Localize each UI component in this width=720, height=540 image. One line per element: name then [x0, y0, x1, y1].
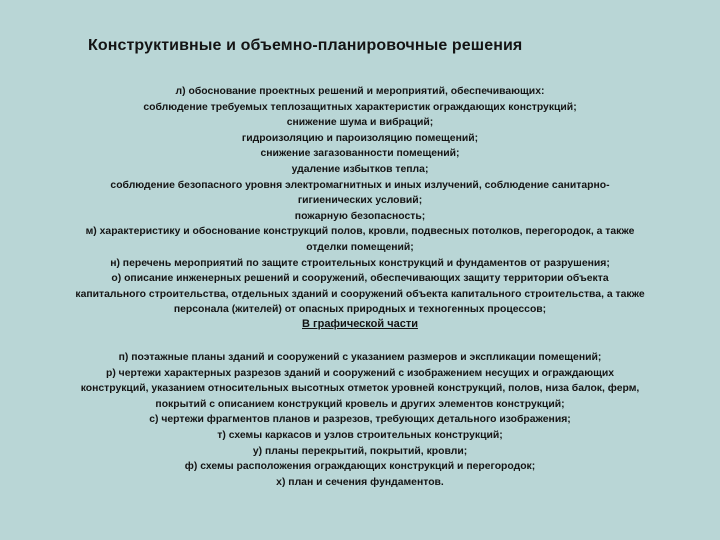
list-item: м) характеристику и обоснование конструкций полов, кровли, подвесных потолков, перегородок, а также [85, 226, 635, 238]
list-item: л) обоснование проектных решений и мероприятий, обеспечивающих: [175, 86, 545, 97]
list-item: снижение загазованности помещений; [260, 148, 460, 160]
list-item: удаление избытков тепла; [291, 163, 429, 175]
list-item: конструкций, указанием относительных высотных отметок уровней конструкций, полов, низа балок, ферм, [80, 383, 640, 395]
slide-title: Конструктивные и объемно-планировочные решения [88, 37, 523, 54]
list-item: персонала (жителей) от опасных природных и техногенных процессов; [173, 304, 547, 316]
list-item: п) поэтажные планы зданий и сооружений с указанием размеров и экспликации помещений; [118, 352, 602, 363]
graphic-part-heading [0, 318, 720, 330]
list-item: у) планы перекрытий, покрытий, кровли; [252, 445, 468, 457]
graphic-part-heading-text: В графической части [302, 318, 418, 330]
list-item: покрытий с описанием конструкций кровель и других элементов конструкций; [155, 398, 565, 410]
list-item: н) перечень мероприятий по защите строительных конструкций и фундаментов от разрушения; [110, 257, 610, 269]
list-item: соблюдение безопасного уровня электромагнитных и иных излучений, соблюдение санитарно- [110, 179, 610, 191]
list-item: отделки помещений; [306, 241, 414, 253]
list-item: снижение шума и вибраций; [286, 117, 434, 129]
list-item: ф) схемы расположения ограждающих конструкций и перегородок; [184, 461, 536, 473]
list-item: о) описание инженерных решений и сооружений, обеспечивающих защиту территории объекта [111, 273, 609, 285]
list-item: капитального строительства, отдельных зданий и сооружений объекта капитального строительства, а также [75, 288, 645, 300]
list-item: р) чертежи характерных разрезов зданий и сооружений с изображением несущих и ограждающих [105, 367, 614, 379]
list-item: х) план и сечения фундаментов. [276, 476, 444, 488]
list-item: гигиенических условий; [297, 195, 423, 207]
list-item: т) схемы каркасов и узлов строительных конструкций; [217, 429, 503, 441]
list-item: с) чертежи фрагментов планов и разрезов, требующих детального изображения; [149, 414, 571, 426]
requirements-list [0, 84, 720, 318]
list-item: гидроизоляцию и пароизоляцию помещений; [241, 132, 479, 144]
list-item: пожарную безопасность; [294, 210, 426, 222]
list-item: соблюдение требуемых теплозащитных характеристик ограждающих конструкций; [143, 101, 577, 113]
graphic-part-list [0, 350, 720, 490]
